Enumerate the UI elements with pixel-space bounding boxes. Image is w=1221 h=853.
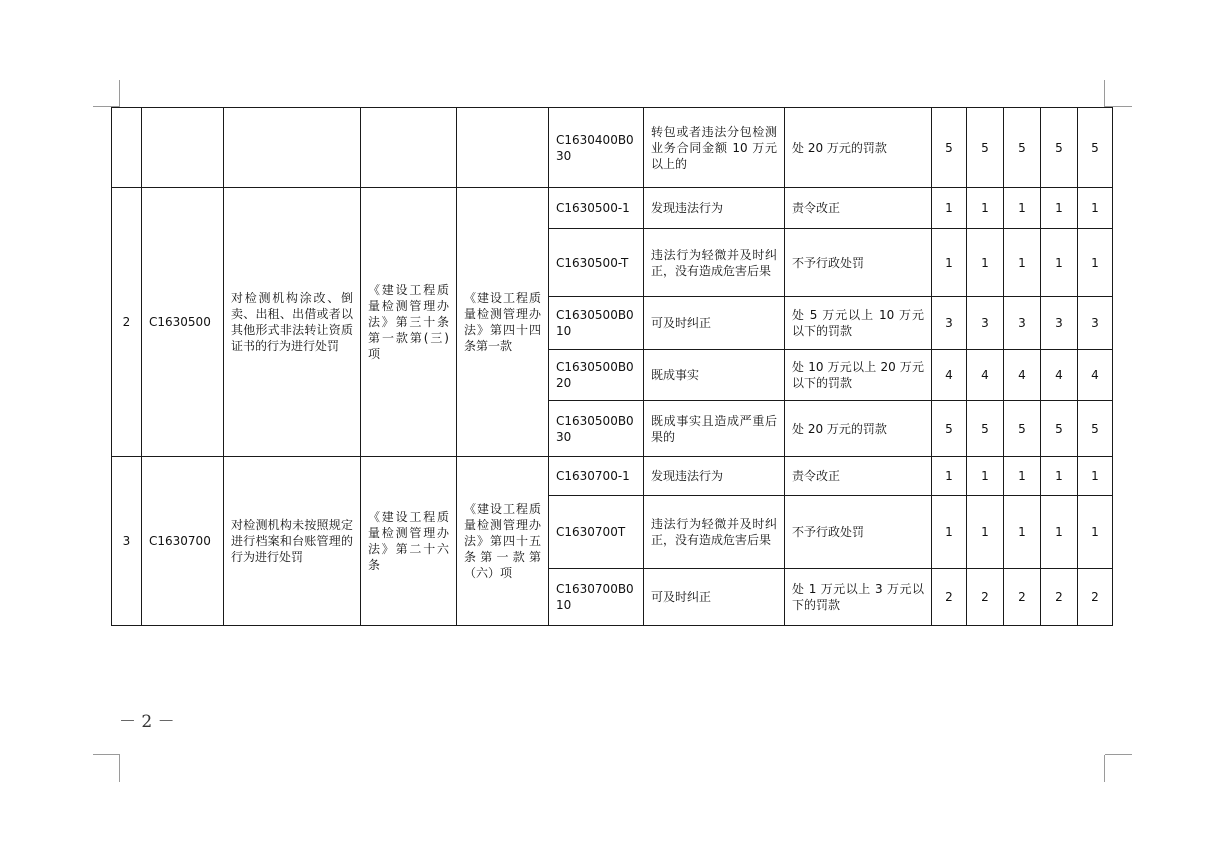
level-cell: 4 (932, 350, 967, 401)
basis-cell (361, 108, 457, 188)
sub-code-cell: C1630500-T (549, 229, 644, 297)
standard-cell: 处 5 万元以上 10 万元以下的罚款 (785, 297, 932, 350)
level-cell: 1 (1004, 457, 1041, 496)
level-cell: 3 (932, 297, 967, 350)
level-cell: 2 (967, 569, 1004, 626)
level-cell: 1 (1078, 457, 1113, 496)
sub-code-cell: C1630700T (549, 496, 644, 569)
item-code-cell: C1630500 (142, 188, 224, 457)
level-cell: 1 (1078, 496, 1113, 569)
table-row (112, 108, 1113, 188)
level-cell: 1 (1004, 188, 1041, 229)
seq-cell (112, 108, 142, 188)
circumstance-cell: 违法行为轻微并及时纠正，没有造成危害后果 (644, 229, 785, 297)
level-cell: 5 (1004, 401, 1041, 457)
level-cell: 3 (1041, 297, 1078, 350)
level-cell: 1 (1041, 229, 1078, 297)
level-cell: 5 (967, 108, 1004, 188)
level-cell: 4 (1041, 350, 1078, 401)
table-row (112, 188, 1113, 229)
standard-cell: 责令改正 (785, 457, 932, 496)
level-cell: 5 (967, 401, 1004, 457)
item-name-cell: 对检测机构涂改、倒卖、出租、出借或者以其他形式非法转让资质证书的行为进行处罚 (224, 188, 361, 457)
level-cell: 1 (967, 457, 1004, 496)
standard-cell: 处 10 万元以上 20 万元以下的罚款 (785, 350, 932, 401)
level-cell: 4 (1078, 350, 1113, 401)
level-cell: 5 (1078, 401, 1113, 457)
crop-mark-bottom-left-v (119, 755, 120, 782)
level-cell: 5 (932, 108, 967, 188)
sub-code-cell: C1630500B020 (549, 350, 644, 401)
level-cell: 1 (1041, 457, 1078, 496)
table-row (112, 457, 1113, 496)
circumstance-cell: 可及时纠正 (644, 569, 785, 626)
penalty-discretion-table (111, 107, 1113, 626)
crop-mark-bottom-right-v (1104, 755, 1105, 782)
level-cell: 5 (1004, 108, 1041, 188)
sub-code-cell: C1630500B010 (549, 297, 644, 350)
level-cell: 5 (1078, 108, 1113, 188)
level-cell: 1 (932, 457, 967, 496)
level-cell: 1 (1004, 496, 1041, 569)
level-cell: 2 (932, 569, 967, 626)
circumstance-cell: 可及时纠正 (644, 297, 785, 350)
circumstance-cell: 违法行为轻微并及时纠正，没有造成危害后果 (644, 496, 785, 569)
level-cell: 5 (932, 401, 967, 457)
punish-basis-cell: 《建设工程质量检测管理办法》第四十五条第一款第（六）项 (457, 457, 549, 626)
basis-cell: 《建设工程质量检测管理办法》第二十六条 (361, 457, 457, 626)
standard-cell: 处 20 万元的罚款 (785, 401, 932, 457)
seq-cell: 2 (112, 188, 142, 457)
punish-basis-cell (457, 108, 549, 188)
level-cell: 1 (1041, 188, 1078, 229)
circumstance-cell: 既成事实 (644, 350, 785, 401)
level-cell: 5 (1041, 108, 1078, 188)
item-code-cell (142, 108, 224, 188)
level-cell: 1 (1004, 229, 1041, 297)
level-cell: 3 (1004, 297, 1041, 350)
circumstance-cell: 发现违法行为 (644, 188, 785, 229)
standard-cell: 处 1 万元以上 3 万元以下的罚款 (785, 569, 932, 626)
level-cell: 4 (967, 350, 1004, 401)
sub-code-cell: C1630700-1 (549, 457, 644, 496)
level-cell: 1 (1078, 188, 1113, 229)
item-name-cell (224, 108, 361, 188)
level-cell: 3 (1078, 297, 1113, 350)
level-cell: 1 (932, 229, 967, 297)
seq-cell: 3 (112, 457, 142, 626)
standard-cell: 不予行政处罚 (785, 496, 932, 569)
sub-code-cell: C1630700B010 (549, 569, 644, 626)
level-cell: 1 (1041, 496, 1078, 569)
page-number: － 2 － (119, 712, 175, 732)
level-cell: 4 (1004, 350, 1041, 401)
level-cell: 1 (932, 496, 967, 569)
crop-mark-bottom-left-h (93, 754, 120, 755)
level-cell: 2 (1004, 569, 1041, 626)
level-cell: 1 (967, 229, 1004, 297)
circumstance-cell: 发现违法行为 (644, 457, 785, 496)
crop-mark-top-left-v (119, 80, 120, 107)
standard-cell: 不予行政处罚 (785, 229, 932, 297)
level-cell: 2 (1041, 569, 1078, 626)
level-cell: 3 (967, 297, 1004, 350)
circumstance-cell: 既成事实且造成严重后果的 (644, 401, 785, 457)
crop-mark-top-right-v (1104, 80, 1105, 107)
sub-code-cell: C1630400B030 (549, 108, 644, 188)
item-name-cell: 对检测机构未按照规定进行档案和台账管理的行为进行处罚 (224, 457, 361, 626)
level-cell: 1 (967, 496, 1004, 569)
sub-code-cell: C1630500-1 (549, 188, 644, 229)
crop-mark-bottom-right-h (1105, 754, 1132, 755)
item-code-cell: C1630700 (142, 457, 224, 626)
level-cell: 1 (1078, 229, 1113, 297)
punish-basis-cell: 《建设工程质量检测管理办法》第四十四条第一款 (457, 188, 549, 457)
circumstance-cell: 转包或者违法分包检测业务合同金额 10 万元以上的 (644, 108, 785, 188)
standard-cell: 处 20 万元的罚款 (785, 108, 932, 188)
sub-code-cell: C1630500B030 (549, 401, 644, 457)
basis-cell: 《建设工程质量检测管理办法》第三十条第一款第(三)项 (361, 188, 457, 457)
level-cell: 5 (1041, 401, 1078, 457)
standard-cell: 责令改正 (785, 188, 932, 229)
level-cell: 1 (967, 188, 1004, 229)
level-cell: 2 (1078, 569, 1113, 626)
level-cell: 1 (932, 188, 967, 229)
